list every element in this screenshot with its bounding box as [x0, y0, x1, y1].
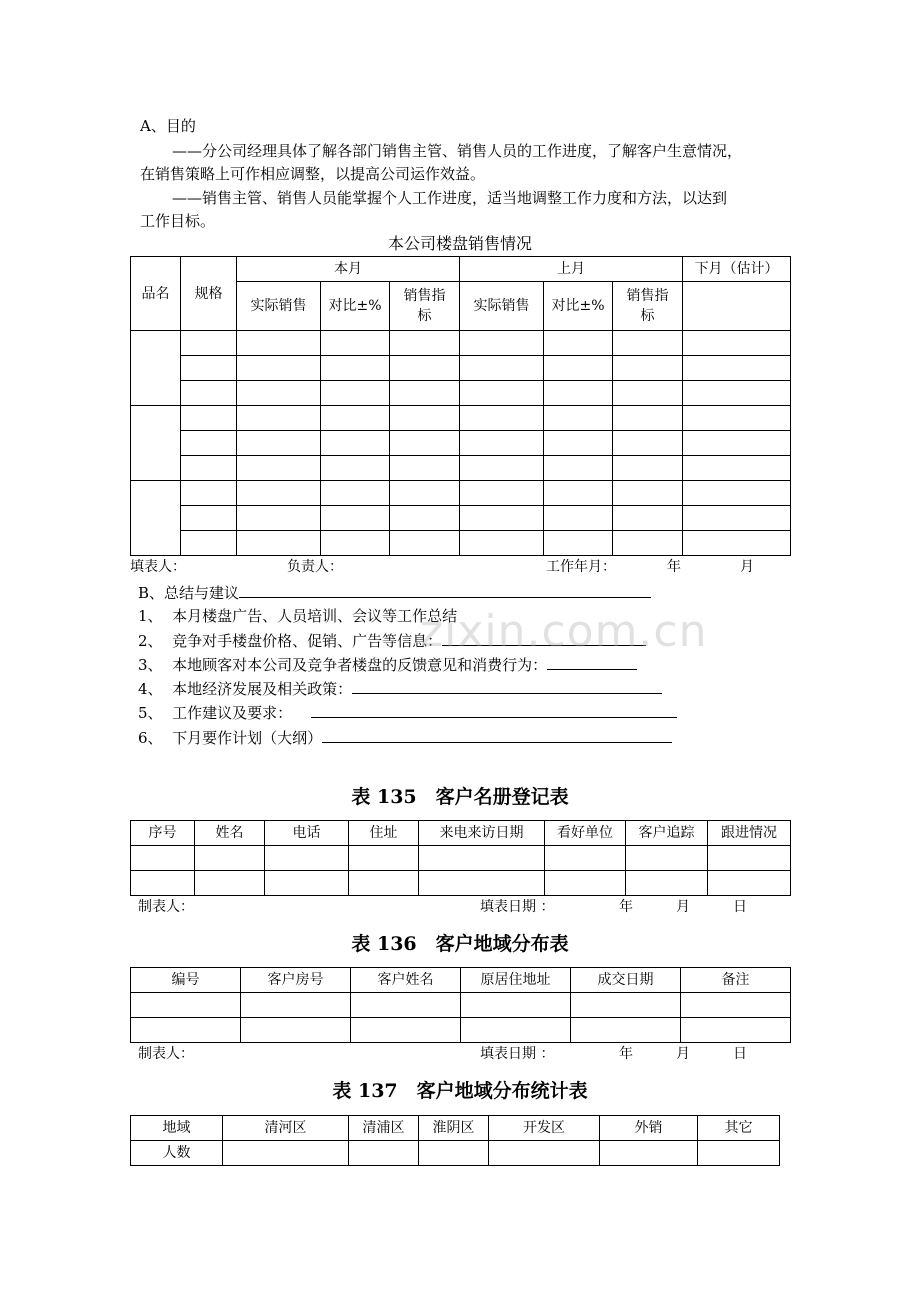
maker-label: 制表人： — [138, 899, 194, 915]
summary-blank[interactable] — [239, 582, 651, 598]
section-a-heading: A、目的 — [140, 117, 196, 135]
col-header: 备注 — [681, 968, 791, 993]
table-137-title: 表 137 客户地域分布统计表 — [332, 1080, 588, 1102]
watermark: zixin.com.cn — [420, 606, 708, 657]
list-item: 5、 工作建议及要求： — [138, 702, 677, 723]
col-header: 来电来访日期 — [419, 821, 545, 846]
year-label: 年 — [667, 559, 681, 575]
work-date-label: 工作年月： — [546, 559, 616, 575]
table-136-title: 表 136 客户地域分布表 — [351, 933, 569, 955]
col-header: 跟进情况 — [708, 821, 791, 846]
table-row — [131, 506, 791, 531]
empty-cell[interactable] — [683, 282, 791, 331]
table-header-row — [131, 821, 791, 846]
month-label: 月 — [740, 559, 754, 575]
col-header: 序号 — [131, 821, 195, 846]
customer-register-table — [130, 820, 791, 896]
table-row — [131, 993, 791, 1018]
section-b-heading: B、总结与建议 — [138, 582, 651, 603]
day-label: 日 — [733, 899, 747, 915]
col-header: 住址 — [349, 821, 419, 846]
col-header-actual-sales: 实际销售 — [237, 282, 321, 331]
list-item: 3、 本地顾客对本公司及竞争者楼盘的反馈意见和消费行为： — [138, 654, 637, 675]
col-header: 开发区 — [489, 1116, 600, 1141]
maker-label: 制表人： — [138, 1046, 194, 1062]
sales-table-title: 本公司楼盘销售情况 — [387, 234, 532, 253]
purpose-paragraph-1-line-1: ——分公司经理具体了解各部门销售主管、销售人员的工作进度，了解客户生意情况， — [172, 142, 743, 160]
col-header-sales-target: 销售指 标 — [390, 282, 460, 331]
col-header: 地域 — [131, 1116, 223, 1141]
col-header: 客户房号 — [241, 968, 351, 993]
month-label: 月 — [676, 899, 690, 915]
col-header-this-month: 本月 — [237, 257, 460, 282]
region-stats-table — [130, 1115, 780, 1166]
col-header: 客户姓名 — [351, 968, 461, 993]
col-header: 客户追踪 — [626, 821, 708, 846]
sales-table — [130, 256, 791, 556]
table-row — [131, 481, 791, 506]
month-label: 月 — [676, 1046, 690, 1062]
purpose-paragraph-2-line-2: 工作目标。 — [140, 212, 216, 230]
col-header: 成交日期 — [571, 968, 681, 993]
table-row — [131, 846, 791, 871]
economy-blank[interactable] — [352, 678, 662, 694]
table-135-title: 表 135 客户名册登记表 — [351, 786, 569, 808]
list-item: 4、 本地经济发展及相关政策： — [138, 678, 662, 699]
table-row — [131, 531, 791, 556]
filler-label: 填表人： — [130, 559, 186, 575]
customer-region-table — [130, 967, 791, 1043]
empty-cell[interactable] — [131, 331, 181, 406]
suggestion-blank[interactable] — [311, 702, 677, 718]
table-row — [131, 871, 791, 896]
year-label: 年 — [619, 899, 633, 915]
col-header: 看好单位 — [545, 821, 626, 846]
day-label: 日 — [733, 1046, 747, 1062]
empty-cell[interactable] — [131, 406, 181, 481]
list-item: 1、 本月楼盘广告、人员培训、会议等工作总结 — [138, 607, 458, 625]
row-header-count: 人数 — [131, 1141, 223, 1166]
table-row — [131, 331, 791, 356]
manager-label: 负责人： — [287, 559, 343, 575]
table-row — [131, 1141, 780, 1166]
purpose-paragraph-2-line-1: ——销售主管、销售人员能掌握个人工作进度，适当地调整工作力度和方法，以达到 — [172, 189, 728, 207]
table-row — [131, 456, 791, 481]
col-header: 清浦区 — [349, 1116, 419, 1141]
table-row — [131, 431, 791, 456]
table-row — [131, 1018, 791, 1043]
list-item: 6、 下月要作计划（大纲） — [138, 727, 672, 748]
year-label: 年 — [619, 1046, 633, 1062]
col-header-compare: 对比±% — [321, 282, 390, 331]
fill-date-label: 填表日期 ： — [480, 899, 555, 915]
table-row — [131, 406, 791, 431]
col-header: 姓名 — [195, 821, 265, 846]
col-header: 编号 — [131, 968, 241, 993]
col-header: 淮阴区 — [419, 1116, 489, 1141]
list-item: 2、 竞争对手楼盘价格、促销、广告等信息： — [138, 630, 646, 651]
col-header-next-month: 下月（估计） — [683, 257, 791, 282]
plan-blank[interactable] — [322, 727, 672, 743]
col-header-last-month: 上月 — [460, 257, 683, 282]
purpose-paragraph-1-line-2: 在销售策略上可作相应调整，以提高公司运作效益。 — [140, 165, 486, 183]
col-header: 电话 — [265, 821, 349, 846]
fill-date-label: 填表日期 ： — [480, 1046, 555, 1062]
table-row — [131, 381, 791, 406]
col-header-compare: 对比±% — [544, 282, 613, 331]
empty-cell[interactable] — [131, 481, 181, 556]
table-header-row — [131, 1116, 780, 1141]
col-header: 其它 — [698, 1116, 780, 1141]
table-row — [131, 356, 791, 381]
col-header: 清河区 — [223, 1116, 349, 1141]
col-header: 外销 — [600, 1116, 698, 1141]
col-header-spec: 规格 — [181, 257, 237, 331]
col-header-name: 品名 — [131, 257, 181, 331]
col-header-actual-sales: 实际销售 — [460, 282, 544, 331]
table-header-row — [131, 968, 791, 993]
col-header-sales-target: 销售指 标 — [613, 282, 683, 331]
col-header: 原居住地址 — [461, 968, 571, 993]
